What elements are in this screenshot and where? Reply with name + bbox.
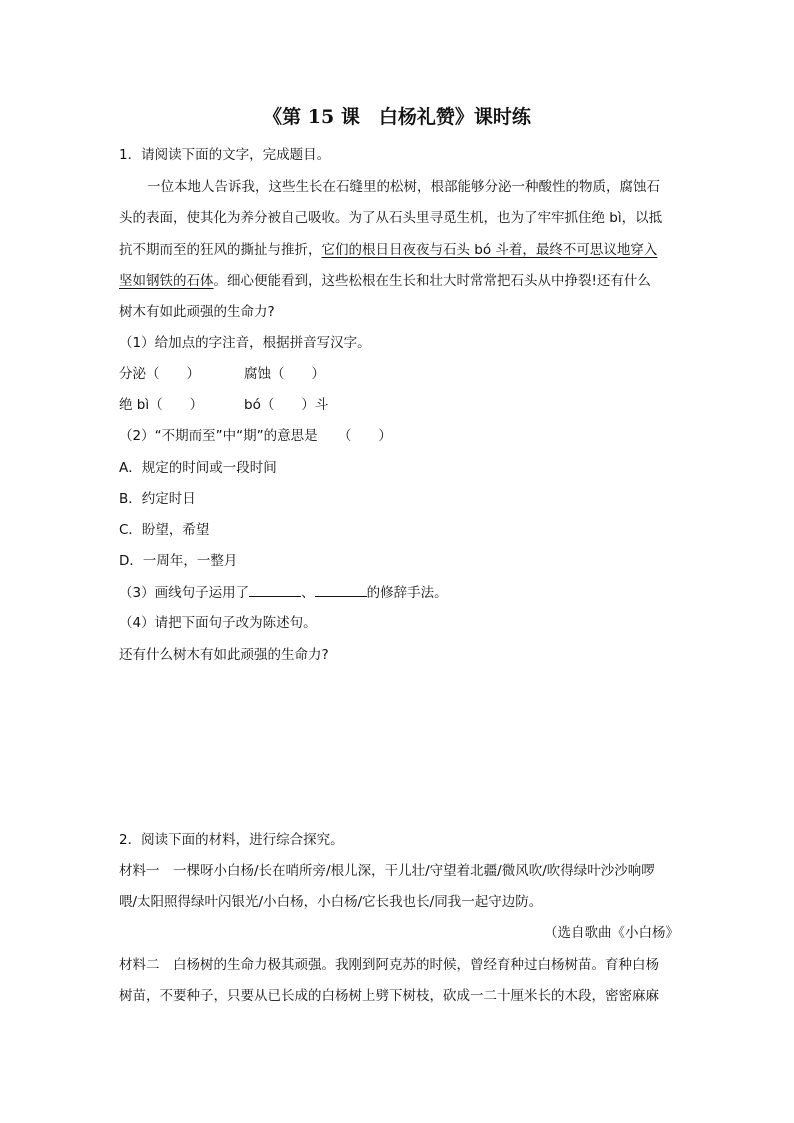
option-c: C．盼望，希望 — [119, 522, 210, 538]
material-line: 树苗，不要种子，只要从已长成的白杨树上劈下树枝，砍成一二十厘米长的木段，密密麻麻 — [119, 988, 659, 1004]
answer-blank[interactable] — [315, 582, 367, 597]
passage-text: 。细心便能看到，这些松根在生长和壮大时常常把石头从中挣裂!还有什么 — [213, 273, 651, 289]
option-d: D．一周年，一整月 — [119, 553, 238, 569]
q2-prompt: 2．阅读下面的材料，进行综合探究。 — [119, 832, 344, 848]
q1-sub4-sentence: 还有什么树木有如此顽强的生命力? — [119, 647, 329, 663]
q1-passage-line — [119, 240, 679, 260]
q1-sub3-prompt: （3）画线句子运用了 、 的修辞手法。 — [119, 582, 679, 603]
q1-passage-line: 树木有如此顽强的生命力? — [119, 304, 275, 320]
q1-sub2-prompt: （2）“不期而至”中“期”的意思是 （ ） — [119, 428, 392, 444]
material-line: 喂/太阳照得绿叶闪银光/小白杨，小白杨/它长我也长/同我一起守边防。 — [119, 894, 543, 910]
pinyin-item: 腐蚀（ ） — [244, 366, 325, 382]
q1-sub1-row — [119, 395, 679, 415]
pinyin-item: 绝 bì（ ） — [119, 397, 204, 413]
underlined-sentence: 它们的根日日夜夜与石头 bó 斗着，最终不可思议地穿入 — [321, 242, 658, 258]
underlined-sentence: 坚如钢铁的石体 — [119, 273, 214, 289]
pinyin-item: 分泌（ ） — [119, 366, 200, 382]
option-b: B．约定时日 — [119, 491, 196, 507]
page-title: 《第 15 课 白杨礼赞》课时练 — [263, 106, 531, 128]
q1-sub4-prompt: （4）请把下面句子改为陈述句。 — [119, 615, 317, 631]
passage-text: 抗不期而至的狂风的撕扯与推折， — [119, 242, 322, 258]
material-line: 材料二 白杨树的生命力极其顽强。我刚到阿克苏的时候，曾经育种过白杨树苗。育种白杨 — [119, 957, 659, 973]
pinyin-item: bó（ ）斗 — [244, 397, 329, 413]
q1-sub1-row — [119, 364, 679, 384]
material-line: 材料一 一棵呀小白杨/长在哨所旁/根儿深，干儿壮/守望着北疆/微风吹/吹得绿叶沙沙响啰 — [119, 863, 655, 879]
q1-passage-line — [119, 271, 679, 291]
option-a: A．规定的时间或一段时间 — [119, 460, 277, 476]
q1-prompt: 1．请阅读下面的文字，完成题目。 — [119, 147, 331, 163]
q1-passage-line: 头的表面，使其化为养分被自己吸收。为了从石头里寻觅生机，也为了牢牢抓住绝 bì，以抵 — [119, 210, 663, 226]
q1-sub1-prompt: （1）给加点的字注音，根据拼音写汉字。 — [119, 335, 371, 351]
answer-blank[interactable] — [249, 582, 301, 597]
material-source: （选自歌曲《小白杨》 — [544, 925, 679, 941]
q1-passage-line: 一位本地人告诉我，这些生长在石缝里的松树，根部能够分泌一种酸性的物质，腐蚀石 — [147, 179, 660, 195]
